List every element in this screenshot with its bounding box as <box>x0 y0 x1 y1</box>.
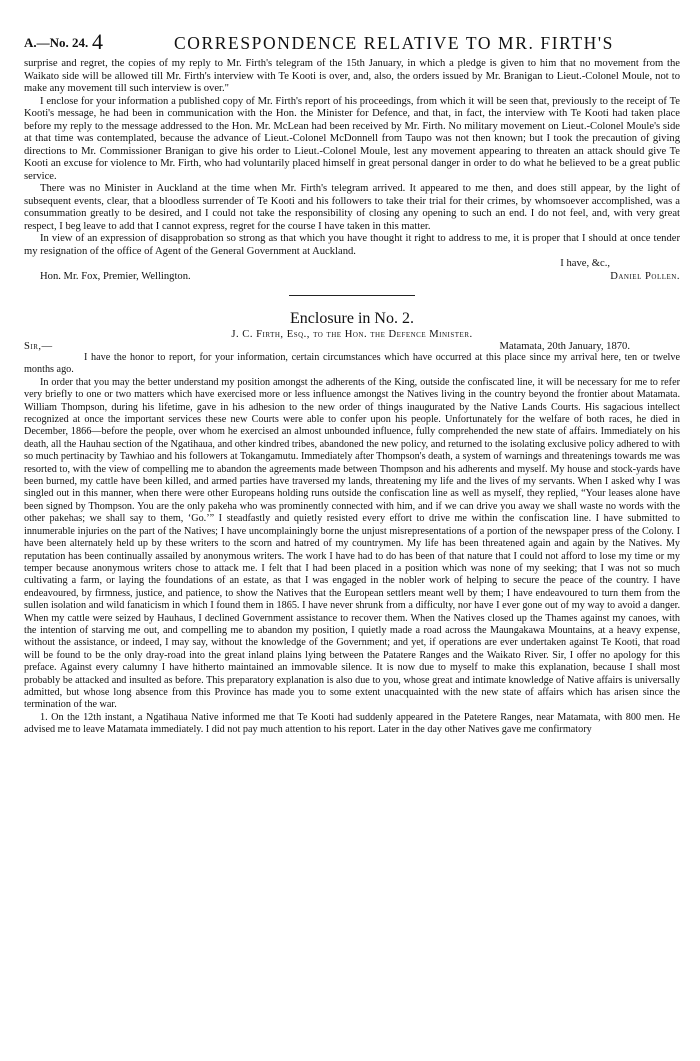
salutation: Sir,— <box>24 341 53 352</box>
parliamentary-reference: A.—No. 24. <box>24 35 89 50</box>
closing-line <box>24 258 680 271</box>
pollen-letter <box>24 58 680 283</box>
letter-addressee: Hon. Mr. Fox, Premier, Wellington. <box>40 270 191 282</box>
enclosure-paragraph: I have the honor to report, for your information, certain circumstances which have occurred at this place since my arrival here, ten or twelve months ago. <box>24 352 680 376</box>
letter-paragraph: In view of an expression of disapprobation so strong as that which you have thought it right to address to me, it is proper that I should at once tender my resignation of the office of Agent of the General Government at Auckland. <box>24 233 680 257</box>
letter-paragraph: I enclose for your information a published copy of Mr. Firth's report of his proceedings, from which it will be seen that, previously to the receipt of Te Kooti's message, he had been in communication with the Hon. the Minister for Defence, and that, in fact, the interview with Te Kooti had taken place before my reply to the message addressed to the Hon. Mr. McLean had been received by Mr. Firth. No military movement on Lieut.-Colonel Moule's side at that time was contemplated, because the advance of Lieut.-Colonel McDonnell from Taupo was not then known; but I took the precaution of giving directions to Mr. Commissioner Branigan to give his order to Lieut.-Colonel Moule, lest any movement appearing to threaten an attack should give Te Kooti an excuse for violence to Mr. Firth, who had voluntarily placed himself in great personal danger in order to do what he believed to be a great public service. <box>24 95 680 182</box>
letter-signature: Daniel Pollen. <box>610 270 680 282</box>
letter-paragraph: surprise and regret, the copies of my reply to Mr. Firth's telegram of the 15th January, in which a pledge is given to him that no movement from the Waikato side will be allowed till Mr. Firth's interview with Te Kooti is over, and, also, the orders issued by Mr. Branigan to Lieut.-Colonel Moule, not to make any movement till such interview is over." <box>24 58 680 94</box>
letter-paragraph: There was no Minister in Auckland at the time when Mr. Firth's telegram arrived. It appeared to me then, and does still appear, by the light of subsequent events, clear, that a bloodless surrender of Te Kooti and his followers to take their trial for their crimes, by whomsoever accomplished, was a consummation greatly to be desired, and I could not take the responsibility of closing any opening to such an end. I do not feel, and, with very great respect, I beg leave to add that I cannot express, regret for the course I have taken in this matter. <box>24 183 680 232</box>
enclosure-from-line: J. C. Firth, Esq., to the Hon. the Defence Minister. <box>231 329 473 340</box>
running-title: CORRESPONDENCE RELATIVE TO MR. FIRTH'S <box>174 33 615 53</box>
signature-line <box>24 271 680 284</box>
page-header <box>24 29 680 58</box>
enclosure-paragraph: 1. On the 12th instant, a Ngatihaua Native informed me that Te Kooti had suddenly appeared in the Patetere Ranges, near Matamata, with 800 men. He advised me to leave Matamata immediately. I did not pay much attention to his report. Later in the day other Natives gave me confirmatory <box>24 711 680 736</box>
place-date: Matamata, 20th January, 1870. <box>499 341 630 352</box>
salutation-line <box>24 341 680 352</box>
letter-closing: I have, &c., <box>560 258 610 269</box>
page-number: 4 <box>92 29 103 54</box>
enclosure-section <box>24 310 680 737</box>
enclosure-paragraph: In order that you may the better understand my position amongst the adherents of the King, outside the confiscated line, it will be necessary for me to refer very briefly to one or two matters which have exercised more or less influence amongst the Natives living in the country beyond the frontier about Matamata. William Thompson, during his lifetime, gave in his adhesion to the new order of things inaugurated by the Native Lands Courts. His sagacious intellect recognized at once the important services these new Courts were able to confer upon his people. Unfortunately for the welfare of both races, he died in December, 1866—before the people, over whom he exercised an almost unbounded influence, fully comprehended the new state of affairs. Immediately on his death, all the Hauhau section of the Ngatihaua, and other kindred tribes, abandoned the new policy, and returned to the isolating exclusive policy adhered to with so much pertinacity by Tawhiao and his followers at Tokangamutu. Immediately after Thompson's death, a system of warnings and threatenings towards me was resorted to, with the view of compelling me to abandon the agreements made between Thompson and his adherents and myself. My house and stock-yards have been burned, my cattle have been killed, and armed parties have traversed my lands, threatening my life and the lives of my servants. When I asked why I was singled out in this manner, when there were other Europeans holding runs outside the confiscation line as well as myself, they replied, “Your leases alone have been signed by Thompson. You are the only pakeha who was prominently connected with him, and if we can drive you away we shall waste no words with the other pakehas; we shall say to them, ‘Go.’” I steadfastly and quietly resisted every effort to drive me within the confiscation line. I have submitted to innumerable injuries on the part of the Natives; I have uncomplainingly borne the unjust misrepresentations of a portion of the newspaper press of the Colony. I have been alternately held up by these writers to the scorn and hatred of my countrymen. My life has been threatened again and again by the Natives. My reputation has been continually assailed by anonymous writers. The work I have had to do has been of that nature that I could not afford to lose my time or my temper because anonymous writers chose to attack me. I felt that I had been placed in a position which was none of my seeking; that I was not so much cultivating a farm, or laying the foundations of an estate, as that I was engaged in the nobler work of helping to secure the peace of the country. I have endeavoured, by firmness, justice, and patience, to show the Natives that the European settlers meant well by them; I have endeavoured to turn them from the sullen isolation and wild fanaticism in which I found them in 1865. I have never shrunk from a difficulty, nor have I ever gone out of my way to avoid a danger. When my cattle were seized by Hauhaus, I declined Government assistance to recover them. When the Natives closed up the Thames against my canoes, with the intention of starving me out, and compelling me to abandon my position, I quietly made a road across the Maungakawa Mountains, at a heavy expense, without the assistance, or indeed, I may say, without the knowledge of the Government; and yet, if operations are ever undertaken against Te Kooti, that road will be found to be the only dray-road into the great inland plains lying between the Patatere Ranges and the Waikato River. Sir, I offer no apology for this preface. Against every calumny I have hitherto maintained an immovable silence. It is now due to myself to make this explanation, because I shall most probably be attacked and insulted as before. This preparatory explanation is also due to you, whose great and intimate knowledge of Native affairs is universally admitted, but whose long absence from this Province has made you to some extent unacquainted with the new state of affairs which has arisen since the termination of the war. <box>24 376 680 711</box>
enclosure-heading: Enclosure in No. 2. <box>290 310 414 327</box>
section-divider <box>289 295 415 296</box>
